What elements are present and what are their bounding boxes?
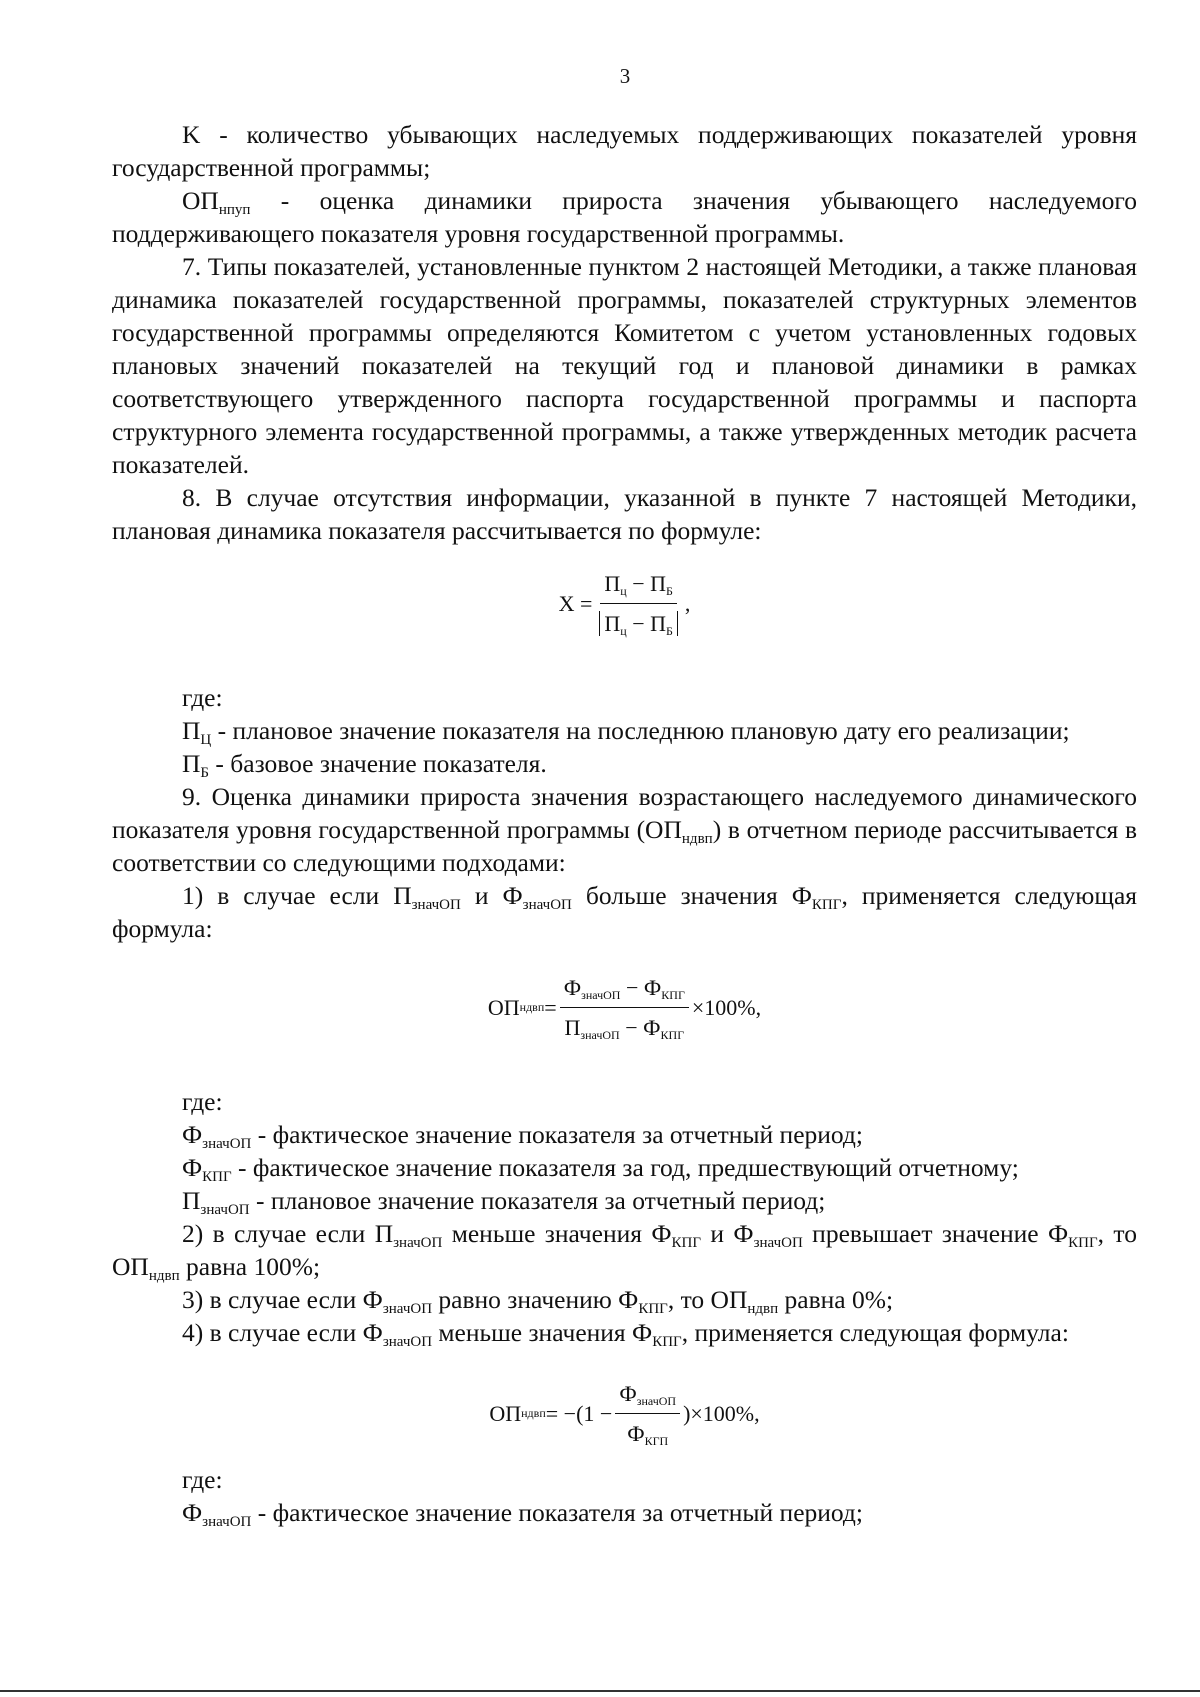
formula-planned-dynamics: X = $\frac{П_ц - П_Б}{П_ц - П_Б}$ , <box>112 563 1137 643</box>
paragraph-case-3: 3) в случае если $Ф_{значОП}$ равно значению $Ф_{КПГ}$, то $ОП_{ндвп}$ равна 0%; <box>182 1285 894 1317</box>
paragraph-fkpg-definition: $Ф_{КПГ}$ - фактическое значение показателя за год, предшествующий отчетному; <box>182 1153 1019 1185</box>
where-label: где: <box>182 1087 223 1116</box>
paragraph-pb-definition: $П_Б$ - базовое значение показателя. <box>182 749 547 781</box>
page-number: 3 <box>619 64 631 88</box>
paragraph-item-8: 8. В случае отсутствия информации, указанной в пункте 7 настоящей Методики, плановая динамика показателя рассчитывается по формуле: <box>112 483 1137 545</box>
paragraph-pc-definition: $П_Ц$ - плановое значение показателя на последнюю плановую дату его реализации; <box>182 716 1070 748</box>
paragraph-case-2: 2) в случае если $П_{значОП}$ меньше значения $Ф_{КПГ}$ и $Ф_{значОП}$ превышает значение $Ф_{КПГ}$, то $ОП_{ндвп}$ равна 100%; <box>112 1219 1137 1284</box>
document-body <box>112 118 1137 1529</box>
paragraph-opnpup-definition: $ОП_{нпуп}$ - оценка динамики прироста значения убывающего наследуемого поддерживающего показателя уровня государственной программы. <box>112 186 1137 248</box>
paragraph-item-7: 7. Типы показателей, установленные пунктом 2 настоящей Методики, а также плановая динамика показателей государственной программы, показателей структурных элементов государственной программы определяются Комитетом с учетом установленных годовых плановых значений показателей на текущий год и плановой динамики в рамках соответствующего утвержденного паспорта государственной программы и паспорта структурного элемента государственной программы, а также утвержденных методик расчета показателей. <box>112 252 1137 479</box>
paragraph-pznachop-definition: $П_{значОП}$ - плановое значение показателя за отчетный период; <box>182 1186 826 1218</box>
formula-growth-case-1: ОП ндвп = $\frac{Ф_{значОП} - Ф_{КПГ}}{П_{значОП} - Ф_{КПГ}}$ ×100%, <box>112 967 1137 1047</box>
where-label: где: <box>182 683 223 712</box>
where-label: где: <box>182 1465 223 1494</box>
paragraph-k-definition: K - количество убывающих наследуемых поддерживающих показателей уровня государственной программы; <box>112 120 1137 182</box>
formula-growth-case-4: ОП ндвп = −(1 − $\frac{Ф_{значОП}}{Ф_{КГП}}$ )×100%, <box>112 1373 1137 1453</box>
paragraph-case-4: 4) в случае если $Ф_{значОП}$ меньше значения $Ф_{КПГ}$, применяется следующая формула: <box>182 1318 1069 1350</box>
scan-edge-line <box>0 1690 1200 1692</box>
paragraph-fznachop-definition: $Ф_{значОП}$ - фактическое значение показателя за отчетный период; <box>182 1120 863 1152</box>
paragraph-case-1: 1) в случае если $П_{значОП}$ и $Ф_{значОП}$ больше значения $Ф_{КПГ}$, применяется следующая формула: <box>112 881 1137 943</box>
paragraph-fznachop-definition-2: $Ф_{значОП}$ - фактическое значение показателя за отчетный период; <box>182 1498 863 1530</box>
paragraph-item-9: 9. Оценка динамики прироста значения возрастающего наследуемого динамического показателя уровня государственной программы $(ОП_{ндвп})$ в отчетном периоде рассчитывается в соответствии со следующими подходами: <box>112 782 1138 877</box>
